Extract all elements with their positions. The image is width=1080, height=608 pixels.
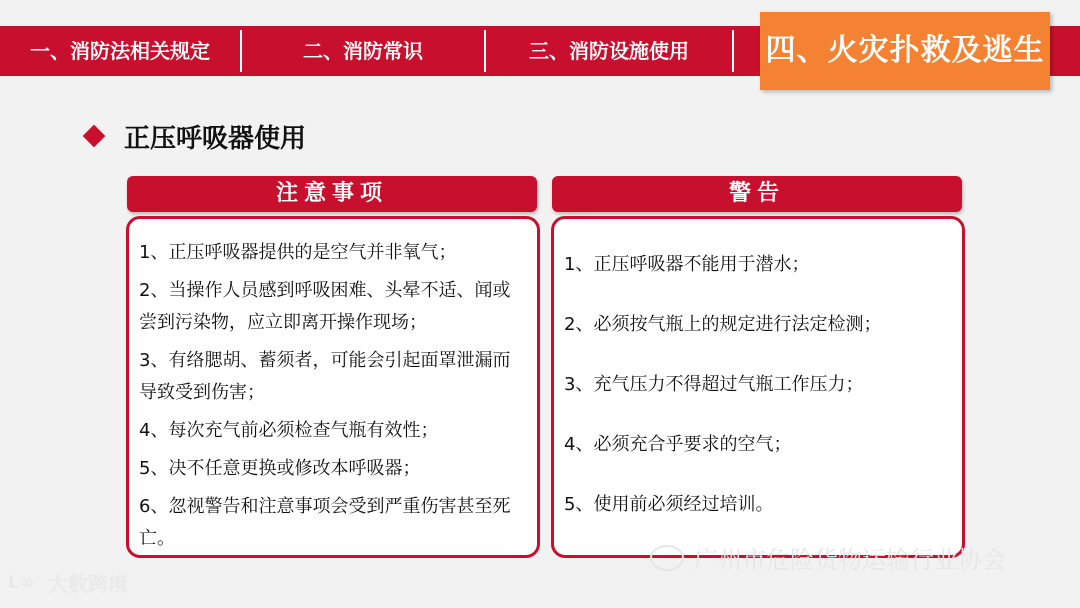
section-heading (86, 116, 306, 156)
notes-panel (126, 216, 540, 558)
association-watermark (650, 540, 1006, 575)
tab-fire-law[interactable]: 一、消防法相关规定 (30, 39, 210, 63)
wechat-icon (650, 545, 684, 571)
tab-fire-equipment[interactable]: 三、消防设施使用 (529, 39, 689, 63)
warning-item: 5、使用前必须经过培训。 (564, 494, 774, 515)
warning-item: 3、充气压力不得超过气瓶工作压力； (564, 374, 864, 395)
warning-item: 1、正压呼吸器不能用于潜水； (564, 254, 810, 275)
tab-divider (732, 30, 734, 72)
notes-item: 5、决不任意更换或修改本呼吸器； (139, 458, 421, 479)
warnings-panel (551, 216, 965, 558)
warning-item: 2、必须按气瓶上的规定进行法定检测； (564, 314, 882, 335)
notes-item: 4、每次充气前必须检查气瓶有效性； (139, 420, 439, 441)
warnings-header: 警告 (552, 176, 962, 212)
brand-watermark (8, 568, 128, 597)
section-title: 正压呼吸器使用 (124, 123, 307, 154)
diamond-bullet-icon (83, 125, 106, 148)
notes-item: 2、当操作人员感到呼吸困难、头晕不适、闻或尝到污染物，应立即离开操作现场； (139, 280, 511, 333)
notes-header: 注意事项 (127, 176, 537, 212)
brand-watermark-text: 大数跨境 (48, 572, 128, 596)
notes-item: 1、正压呼吸器提供的是空气并非氧气； (139, 242, 457, 263)
brand-logo-icon: ᒪ∞ (8, 571, 35, 593)
notes-item: 6、忽视警告和注意事项会受到严重伤害甚至死亡。 (139, 496, 511, 549)
warning-item: 4、必须充合乎要求的空气； (564, 434, 792, 455)
tab-fire-rescue-escape[interactable]: 四、火灾扑救及逃生 (760, 12, 1050, 90)
association-watermark-text: 广州市危险货物运输行业协会 (694, 546, 1006, 574)
tab-fire-knowledge[interactable]: 二、消防常识 (303, 39, 423, 63)
notes-item: 3、有络腮胡、蓄须者，可能会引起面罩泄漏而导致受到伤害； (139, 350, 511, 403)
